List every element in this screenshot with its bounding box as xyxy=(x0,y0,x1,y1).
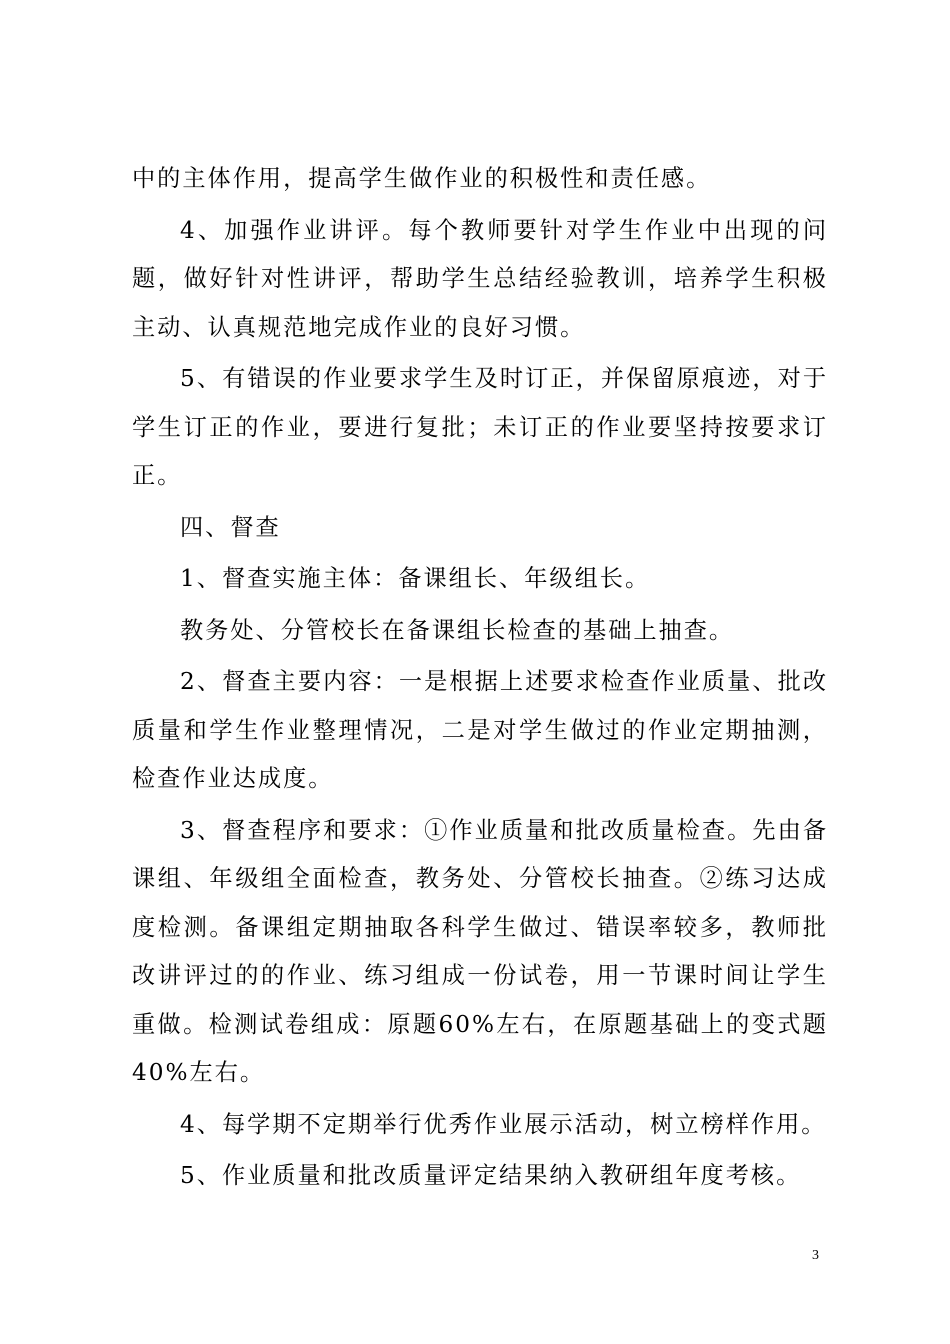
paragraph-exhibition-activity: 4、每学期不定期举行优秀作业展示活动，树立榜样作用。 xyxy=(180,1110,827,1138)
paragraph-assessment-result: 5、作业质量和批改质量评定结果纳入教研组年度考核。 xyxy=(180,1162,802,1189)
paragraph-supervision-content: 2、督查主要内容：一是根据上述要求检查作业质量、批改质量和学生作业整理情况，二是对学生做过的作业定期抽测，检查作业达成度。 xyxy=(132,668,828,792)
paragraph-supervision-procedure: 3、督查程序和要求：①作业质量和批改质量检查。先由备课组、年级组全面检查，教务处、分管校长抽查。②练习达成度检测。备课组定期抽取各科学生做过、错误率较多，教师批改讲评过的的作业、练习组成一份试卷，用一节课时间让学生重做。检测试卷组成：原题60%左右，在原题基础上的变式题40%左右。 xyxy=(132,816,828,1086)
paragraph-item-5-correction: 5、有错误的作业要求学生及时订正，并保留原痕迹，对于学生订正的作业，要进行复批；未订正的作业要坚持按要求订正。 xyxy=(132,365,828,489)
document-body xyxy=(132,155,828,1204)
paragraph-supervision-subject: 1、督查实施主体：备课组长、年级组长。 xyxy=(180,565,651,592)
paragraph-item-4-review: 4、加强作业讲评。每个教师要针对学生作业中出现的问题，做好针对性讲评，帮助学生总结经验教训，培养学生积极主动、认真规范地完成作业的良好习惯。 xyxy=(132,216,828,341)
paragraph-continuation: 中的主体作用，提高学生做作业的积极性和责任感。 xyxy=(132,165,712,192)
page-number: 3 xyxy=(812,1248,819,1263)
section-heading-supervision: 四、督查 xyxy=(180,513,281,541)
paragraph-spot-check: 教务处、分管校长在备课组长检查的基础上抽查。 xyxy=(180,616,735,644)
